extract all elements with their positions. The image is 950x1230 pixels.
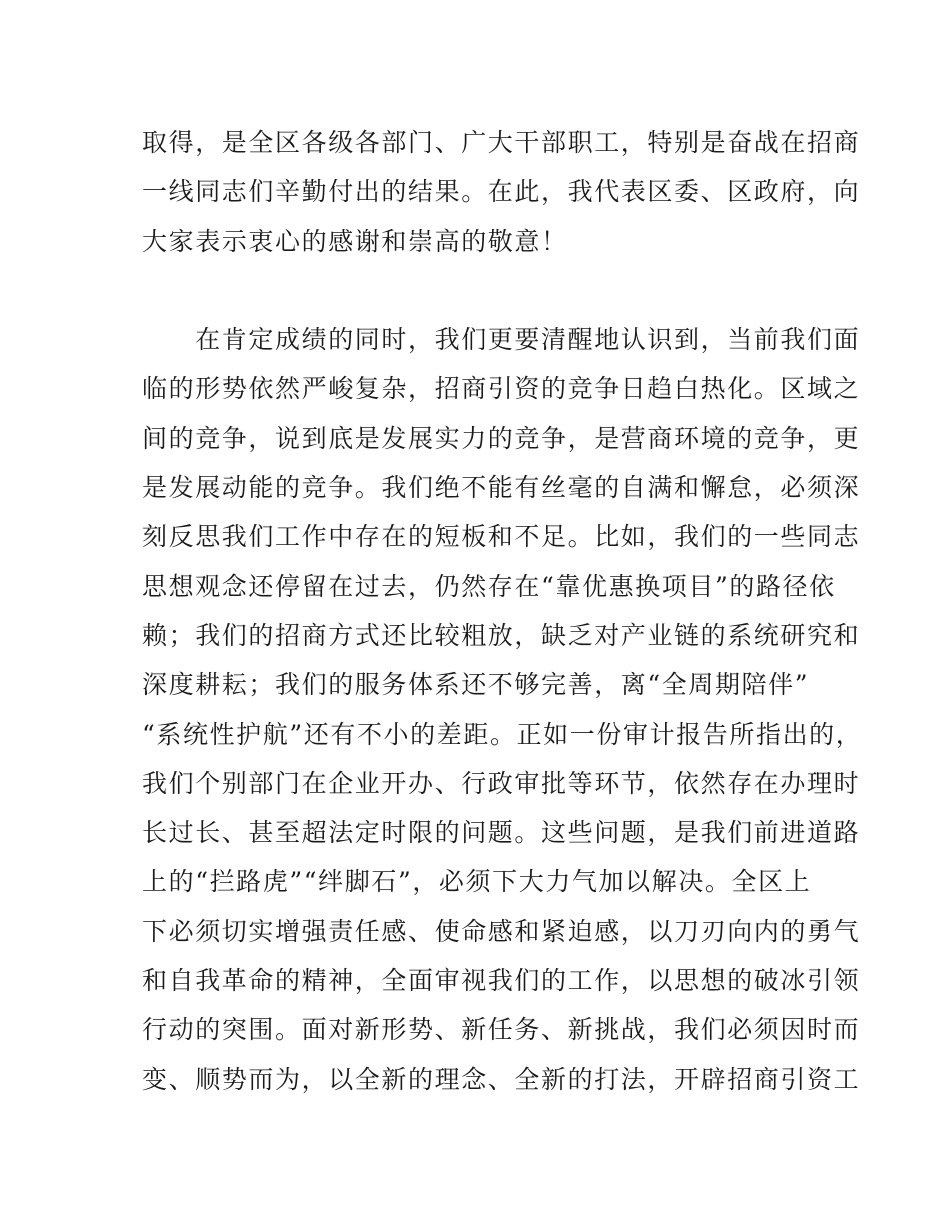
- text-line: 间的竞争，说到底是发展实力的竞争，是营商环境的竞争，更: [142, 423, 861, 453]
- text-line: 刻反思我们工作中存在的短板和不足。比如，我们的一些同志: [142, 522, 861, 552]
- text-line: 大家表示衷心的感谢和崇高的敬意！: [142, 226, 568, 256]
- text-line: 一线同志们辛勤付出的结果。在此，我代表区委、区政府，向: [142, 177, 861, 207]
- text-line: “系统性护航”还有不小的差距。正如一份审计报告所指出的，: [142, 719, 863, 749]
- text-line: 临的形势依然严峻复杂，招商引资的竞争日趋白热化。区域之: [142, 374, 861, 404]
- text-line: 下必须切实增强责任感、使命感和紧迫感，以刀刃向内的勇气: [142, 916, 861, 946]
- text-line: 深度耕耘；我们的服务体系还不够完善，离“全周期陪伴”: [142, 670, 810, 700]
- text-line: 和自我革命的精神，全面审视我们的工作，以思想的破冰引领: [142, 966, 861, 996]
- text-line: 在肯定成绩的同时，我们更要清醒地认识到，当前我们面: [142, 325, 861, 355]
- text-line: 赖；我们的招商方式还比较粗放，缺乏对产业链的系统研究和: [142, 620, 861, 650]
- text-line: 思想观念还停留在过去，仍然存在“靠优惠换项目”的路径依: [142, 571, 836, 601]
- blank-line: [142, 266, 832, 315]
- text-line: 长过长、甚至超法定时限的问题。这些问题，是我们前进道路: [142, 818, 861, 848]
- text-line: 变、顺势而为，以全新的理念、全新的打法，开辟招商引资工: [142, 1064, 861, 1094]
- body-text: [142, 118, 863, 1104]
- text-line: 我们个别部门在企业开办、行政审批等环节，依然存在办理时: [142, 768, 861, 798]
- text-line: 行动的突围。面对新形势、新任务、新挑战，我们必须因时而: [142, 1015, 861, 1045]
- text-line: 是发展动能的竞争。我们绝不能有丝毫的自满和懈怠，必须深: [142, 473, 861, 503]
- text-line: 取得，是全区各级各部门、广大干部职工，特别是奋战在招商: [142, 128, 861, 157]
- text-line: 上的“拦路虎”“绊脚石”，必须下大力气加以解决。全区上: [142, 867, 812, 897]
